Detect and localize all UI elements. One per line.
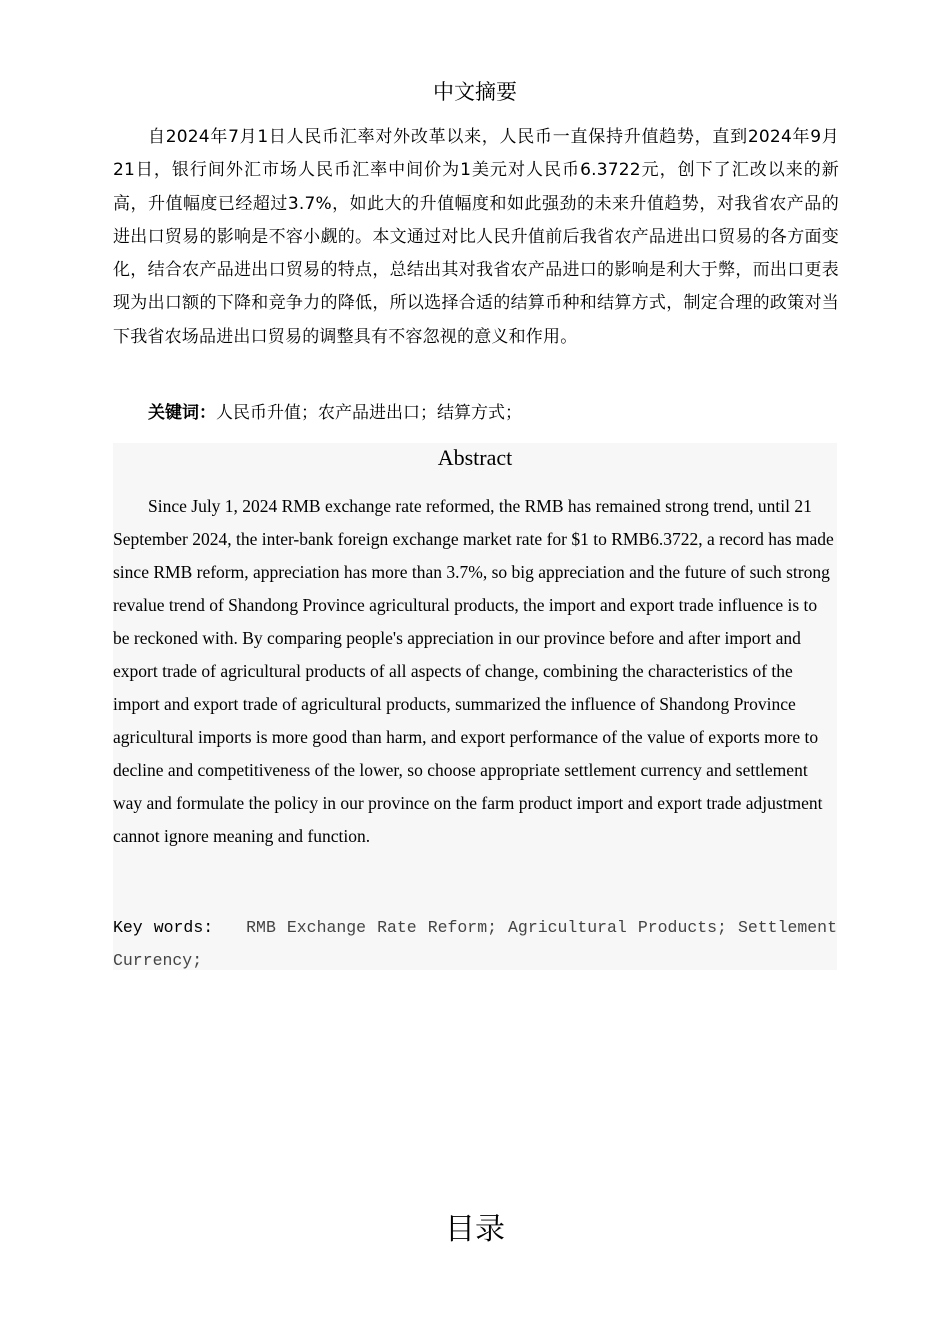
- chinese-abstract-body: 自2024年7月1日人民币汇率对外改革以来，人民币一直保持升值趋势，直到2024年9月21日，银行间外汇市场人民币汇率中间价为1美元对人民币6.3722元，创下了汇改以来的新高，升值幅度已经超过3.7%，如此大的升值幅度和如此强劲的未来升值趋势，对我省农产品的进出口贸易的影响是不容小觑的。本文通过对比人民升值前后我省农产品进出口贸易的各方面变化，结合农产品进出口贸易的特点，总结出其对我省农产品进口的影响是利大于弊，而出口更表现为出口额的下降和竞争力的降低，所以选择合适的结算币种和结算方式，制定合理的政策对当下我省农场品进出口贸易的调整具有不容忽视的意义和作用。: [113, 127, 839, 347]
- chinese-keywords-values: 人民币升值；农产品进出口；结算方式；: [216, 403, 522, 423]
- chinese-abstract-title: 中文摘要: [433, 80, 517, 104]
- chinese-keywords: [148, 399, 522, 427]
- english-keywords-values: RMB Exchange Rate Reform; Agricultural Products; Settlement Currency;: [113, 918, 837, 970]
- english-keywords-label: Key words:: [113, 918, 214, 937]
- english-keywords: [113, 911, 837, 977]
- english-abstract-body: Since July 1, 2024 RMB exchange rate reformed, the RMB has remained strong trend, until 21 September 2024, the inter-bank foreign exchange market rate for $1 to RMB6.3722, a record has made since RMB reform, appreciation has more than 3.7%, so big appreciation and the future of such strong revalue trend of Shandong Province agricultural products, the import and export trade influence is to be reckoned with. By comparing people's appreciation in our province before and after import and export trade of agricultural products of all aspects of change, combining the characteristics of the import and export trade of agricultural products, summarized the influence of Shandong Province agricultural imports is more good than harm, and export performance of the value of exports more to decline and competitiveness of the lower, so choose appropriate settlement currency and settlement way and formulate the policy in our province on the farm product import and export trade adjustment cannot ignore meaning and function.: [113, 496, 834, 846]
- english-abstract-title: Abstract: [437, 445, 513, 470]
- table-of-contents-title: 目录: [445, 1212, 505, 1247]
- chinese-keywords-label: 关键词：: [148, 403, 216, 423]
